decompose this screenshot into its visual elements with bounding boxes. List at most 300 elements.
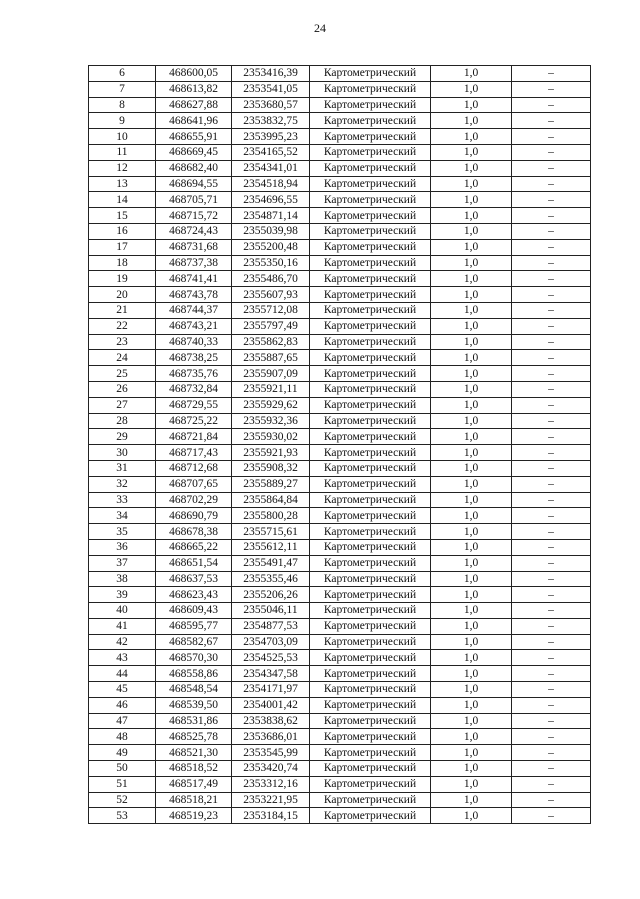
table-row (89, 397, 591, 413)
note-cell: – (512, 334, 591, 350)
x-coordinate-cell: 468717,43 (156, 445, 232, 461)
table-row (89, 334, 591, 350)
point-number-cell: 12 (89, 160, 156, 176)
table-row (89, 413, 591, 429)
point-number-cell: 28 (89, 413, 156, 429)
point-number-cell: 49 (89, 745, 156, 761)
x-coordinate-cell: 468738,25 (156, 350, 232, 366)
y-coordinate-cell: 2355907,09 (232, 366, 310, 382)
note-cell: – (512, 397, 591, 413)
accuracy-cell: 1,0 (431, 302, 512, 318)
y-coordinate-cell: 2355355,46 (232, 571, 310, 587)
method-cell: Картометрический (310, 129, 431, 145)
y-coordinate-cell: 2355921,11 (232, 381, 310, 397)
note-cell: – (512, 129, 591, 145)
point-number-cell: 21 (89, 302, 156, 318)
x-coordinate-cell: 468678,38 (156, 524, 232, 540)
method-cell: Картометрический (310, 113, 431, 129)
point-number-cell: 53 (89, 808, 156, 824)
y-coordinate-cell: 2355206,26 (232, 587, 310, 603)
accuracy-cell: 1,0 (431, 792, 512, 808)
y-coordinate-cell: 2354525,53 (232, 650, 310, 666)
y-coordinate-cell: 2353416,39 (232, 66, 310, 82)
note-cell: – (512, 508, 591, 524)
note-cell: – (512, 350, 591, 366)
method-cell: Картометрический (310, 397, 431, 413)
accuracy-cell: 1,0 (431, 413, 512, 429)
note-cell: – (512, 603, 591, 619)
accuracy-cell: 1,0 (431, 366, 512, 382)
table-row (89, 776, 591, 792)
table-row (89, 524, 591, 540)
point-number-cell: 36 (89, 539, 156, 555)
method-cell: Картометрический (310, 776, 431, 792)
note-cell: – (512, 792, 591, 808)
note-cell: – (512, 492, 591, 508)
accuracy-cell: 1,0 (431, 113, 512, 129)
method-cell: Картометрический (310, 792, 431, 808)
y-coordinate-cell: 2355908,32 (232, 460, 310, 476)
table-row (89, 366, 591, 382)
x-coordinate-cell: 468715,72 (156, 208, 232, 224)
note-cell: – (512, 223, 591, 239)
y-coordinate-cell: 2355607,93 (232, 287, 310, 303)
table-row (89, 808, 591, 824)
table-row (89, 192, 591, 208)
accuracy-cell: 1,0 (431, 508, 512, 524)
method-cell: Картометрический (310, 571, 431, 587)
x-coordinate-cell: 468737,38 (156, 255, 232, 271)
point-number-cell: 31 (89, 460, 156, 476)
point-number-cell: 7 (89, 81, 156, 97)
point-number-cell: 18 (89, 255, 156, 271)
method-cell: Картометрический (310, 176, 431, 192)
note-cell: – (512, 208, 591, 224)
point-number-cell: 15 (89, 208, 156, 224)
accuracy-cell: 1,0 (431, 239, 512, 255)
note-cell: – (512, 302, 591, 318)
y-coordinate-cell: 2354696,55 (232, 192, 310, 208)
y-coordinate-cell: 2355930,02 (232, 429, 310, 445)
x-coordinate-cell: 468694,55 (156, 176, 232, 192)
point-number-cell: 41 (89, 618, 156, 634)
method-cell: Картометрический (310, 555, 431, 571)
point-number-cell: 52 (89, 792, 156, 808)
x-coordinate-cell: 468518,52 (156, 761, 232, 777)
point-number-cell: 50 (89, 761, 156, 777)
point-number-cell: 33 (89, 492, 156, 508)
point-number-cell: 42 (89, 634, 156, 650)
point-number-cell: 6 (89, 66, 156, 82)
method-cell: Картометрический (310, 144, 431, 160)
note-cell: – (512, 255, 591, 271)
y-coordinate-cell: 2353420,74 (232, 761, 310, 777)
accuracy-cell: 1,0 (431, 223, 512, 239)
method-cell: Картометрический (310, 318, 431, 334)
accuracy-cell: 1,0 (431, 192, 512, 208)
x-coordinate-cell: 468623,43 (156, 587, 232, 603)
x-coordinate-cell: 468595,77 (156, 618, 232, 634)
x-coordinate-cell: 468609,43 (156, 603, 232, 619)
method-cell: Картометрический (310, 66, 431, 82)
y-coordinate-cell: 2353221,95 (232, 792, 310, 808)
accuracy-cell: 1,0 (431, 460, 512, 476)
method-cell: Картометрический (310, 603, 431, 619)
x-coordinate-cell: 468729,55 (156, 397, 232, 413)
point-number-cell: 38 (89, 571, 156, 587)
y-coordinate-cell: 2355712,08 (232, 302, 310, 318)
note-cell: – (512, 66, 591, 82)
method-cell: Картометрический (310, 223, 431, 239)
table-row (89, 508, 591, 524)
y-coordinate-cell: 2355864,84 (232, 492, 310, 508)
table-row (89, 761, 591, 777)
accuracy-cell: 1,0 (431, 524, 512, 540)
point-number-cell: 11 (89, 144, 156, 160)
accuracy-cell: 1,0 (431, 318, 512, 334)
table-row (89, 697, 591, 713)
table-row (89, 539, 591, 555)
x-coordinate-cell: 468655,91 (156, 129, 232, 145)
accuracy-cell: 1,0 (431, 271, 512, 287)
note-cell: – (512, 239, 591, 255)
note-cell: – (512, 381, 591, 397)
x-coordinate-cell: 468539,50 (156, 697, 232, 713)
accuracy-cell: 1,0 (431, 160, 512, 176)
x-coordinate-cell: 468558,86 (156, 666, 232, 682)
point-number-cell: 8 (89, 97, 156, 113)
note-cell: – (512, 271, 591, 287)
method-cell: Картометрический (310, 460, 431, 476)
y-coordinate-cell: 2353686,01 (232, 729, 310, 745)
x-coordinate-cell: 468682,40 (156, 160, 232, 176)
table-row (89, 113, 591, 129)
point-number-cell: 40 (89, 603, 156, 619)
table-row (89, 745, 591, 761)
table-row (89, 682, 591, 698)
accuracy-cell: 1,0 (431, 587, 512, 603)
accuracy-cell: 1,0 (431, 381, 512, 397)
point-number-cell: 47 (89, 713, 156, 729)
method-cell: Картометрический (310, 666, 431, 682)
point-number-cell: 20 (89, 287, 156, 303)
table-row (89, 713, 591, 729)
table-row (89, 650, 591, 666)
x-coordinate-cell: 468627,88 (156, 97, 232, 113)
coordinates-table-body (89, 66, 591, 824)
point-number-cell: 19 (89, 271, 156, 287)
table-row (89, 729, 591, 745)
accuracy-cell: 1,0 (431, 571, 512, 587)
method-cell: Картометрический (310, 618, 431, 634)
table-row (89, 223, 591, 239)
accuracy-cell: 1,0 (431, 176, 512, 192)
table-row (89, 176, 591, 192)
y-coordinate-cell: 2353312,16 (232, 776, 310, 792)
method-cell: Картометрический (310, 334, 431, 350)
x-coordinate-cell: 468741,41 (156, 271, 232, 287)
accuracy-cell: 1,0 (431, 745, 512, 761)
method-cell: Картометрический (310, 160, 431, 176)
method-cell: Картометрический (310, 445, 431, 461)
x-coordinate-cell: 468707,65 (156, 476, 232, 492)
table-row (89, 287, 591, 303)
point-number-cell: 10 (89, 129, 156, 145)
table-row (89, 492, 591, 508)
table-row (89, 144, 591, 160)
accuracy-cell: 1,0 (431, 334, 512, 350)
point-number-cell: 26 (89, 381, 156, 397)
x-coordinate-cell: 468519,23 (156, 808, 232, 824)
accuracy-cell: 1,0 (431, 634, 512, 650)
x-coordinate-cell: 468641,96 (156, 113, 232, 129)
table-row (89, 271, 591, 287)
y-coordinate-cell: 2355715,61 (232, 524, 310, 540)
accuracy-cell: 1,0 (431, 129, 512, 145)
x-coordinate-cell: 468525,78 (156, 729, 232, 745)
method-cell: Картометрический (310, 287, 431, 303)
table-row (89, 603, 591, 619)
x-coordinate-cell: 468731,68 (156, 239, 232, 255)
y-coordinate-cell: 2354877,53 (232, 618, 310, 634)
accuracy-cell: 1,0 (431, 713, 512, 729)
note-cell: – (512, 287, 591, 303)
note-cell: – (512, 634, 591, 650)
method-cell: Картометрический (310, 413, 431, 429)
point-number-cell: 46 (89, 697, 156, 713)
y-coordinate-cell: 2355350,16 (232, 255, 310, 271)
y-coordinate-cell: 2354518,94 (232, 176, 310, 192)
table-row (89, 66, 591, 82)
x-coordinate-cell: 468743,21 (156, 318, 232, 334)
accuracy-cell: 1,0 (431, 492, 512, 508)
table-row (89, 97, 591, 113)
point-number-cell: 9 (89, 113, 156, 129)
x-coordinate-cell: 468518,21 (156, 792, 232, 808)
x-coordinate-cell: 468665,22 (156, 539, 232, 555)
method-cell: Картометрический (310, 271, 431, 287)
point-number-cell: 14 (89, 192, 156, 208)
note-cell: – (512, 460, 591, 476)
note-cell: – (512, 476, 591, 492)
y-coordinate-cell: 2355862,83 (232, 334, 310, 350)
y-coordinate-cell: 2354165,52 (232, 144, 310, 160)
y-coordinate-cell: 2353832,75 (232, 113, 310, 129)
x-coordinate-cell: 468517,49 (156, 776, 232, 792)
accuracy-cell: 1,0 (431, 603, 512, 619)
table-row (89, 255, 591, 271)
method-cell: Картометрический (310, 255, 431, 271)
note-cell: – (512, 761, 591, 777)
note-cell: – (512, 776, 591, 792)
x-coordinate-cell: 468712,68 (156, 460, 232, 476)
method-cell: Картометрический (310, 239, 431, 255)
method-cell: Картометрический (310, 539, 431, 555)
table-row (89, 618, 591, 634)
note-cell: – (512, 666, 591, 682)
point-number-cell: 44 (89, 666, 156, 682)
table-row (89, 129, 591, 145)
note-cell: – (512, 587, 591, 603)
accuracy-cell: 1,0 (431, 555, 512, 571)
accuracy-cell: 1,0 (431, 255, 512, 271)
method-cell: Картометрический (310, 508, 431, 524)
point-number-cell: 32 (89, 476, 156, 492)
note-cell: – (512, 192, 591, 208)
accuracy-cell: 1,0 (431, 208, 512, 224)
accuracy-cell: 1,0 (431, 539, 512, 555)
point-number-cell: 39 (89, 587, 156, 603)
note-cell: – (512, 445, 591, 461)
note-cell: – (512, 81, 591, 97)
table-row (89, 587, 591, 603)
x-coordinate-cell: 468705,71 (156, 192, 232, 208)
x-coordinate-cell: 468582,67 (156, 634, 232, 650)
note-cell: – (512, 160, 591, 176)
x-coordinate-cell: 468735,76 (156, 366, 232, 382)
point-number-cell: 43 (89, 650, 156, 666)
note-cell: – (512, 144, 591, 160)
note-cell: – (512, 413, 591, 429)
page-number: 24 (314, 21, 326, 35)
note-cell: – (512, 650, 591, 666)
accuracy-cell: 1,0 (431, 287, 512, 303)
point-number-cell: 25 (89, 366, 156, 382)
note-cell: – (512, 429, 591, 445)
x-coordinate-cell: 468637,53 (156, 571, 232, 587)
point-number-cell: 23 (89, 334, 156, 350)
accuracy-cell: 1,0 (431, 682, 512, 698)
accuracy-cell: 1,0 (431, 81, 512, 97)
table-row (89, 302, 591, 318)
note-cell: – (512, 555, 591, 571)
accuracy-cell: 1,0 (431, 397, 512, 413)
x-coordinate-cell: 468613,82 (156, 81, 232, 97)
x-coordinate-cell: 468600,05 (156, 66, 232, 82)
point-number-cell: 48 (89, 729, 156, 745)
y-coordinate-cell: 2355046,11 (232, 603, 310, 619)
method-cell: Картометрический (310, 634, 431, 650)
method-cell: Картометрический (310, 476, 431, 492)
y-coordinate-cell: 2355612,11 (232, 539, 310, 555)
y-coordinate-cell: 2353545,99 (232, 745, 310, 761)
point-number-cell: 45 (89, 682, 156, 698)
x-coordinate-cell: 468548,54 (156, 682, 232, 698)
x-coordinate-cell: 468725,22 (156, 413, 232, 429)
note-cell: – (512, 318, 591, 334)
note-cell: – (512, 618, 591, 634)
method-cell: Картометрический (310, 587, 431, 603)
note-cell: – (512, 808, 591, 824)
x-coordinate-cell: 468740,33 (156, 334, 232, 350)
method-cell: Картометрический (310, 745, 431, 761)
accuracy-cell: 1,0 (431, 476, 512, 492)
note-cell: – (512, 539, 591, 555)
note-cell: – (512, 97, 591, 113)
y-coordinate-cell: 2354171,97 (232, 682, 310, 698)
table-row (89, 160, 591, 176)
accuracy-cell: 1,0 (431, 350, 512, 366)
method-cell: Картометрический (310, 366, 431, 382)
x-coordinate-cell: 468744,37 (156, 302, 232, 318)
y-coordinate-cell: 2354871,14 (232, 208, 310, 224)
accuracy-cell: 1,0 (431, 445, 512, 461)
y-coordinate-cell: 2354347,58 (232, 666, 310, 682)
method-cell: Картометрический (310, 713, 431, 729)
note-cell: – (512, 113, 591, 129)
table-row (89, 634, 591, 650)
point-number-cell: 34 (89, 508, 156, 524)
note-cell: – (512, 697, 591, 713)
point-number-cell: 29 (89, 429, 156, 445)
y-coordinate-cell: 2355039,98 (232, 223, 310, 239)
point-number-cell: 35 (89, 524, 156, 540)
note-cell: – (512, 571, 591, 587)
y-coordinate-cell: 2355921,93 (232, 445, 310, 461)
y-coordinate-cell: 2355200,48 (232, 239, 310, 255)
y-coordinate-cell: 2355929,62 (232, 397, 310, 413)
y-coordinate-cell: 2355887,65 (232, 350, 310, 366)
x-coordinate-cell: 468651,54 (156, 555, 232, 571)
y-coordinate-cell: 2355800,28 (232, 508, 310, 524)
table-row (89, 239, 591, 255)
method-cell: Картометрический (310, 192, 431, 208)
table-row (89, 208, 591, 224)
x-coordinate-cell: 468702,29 (156, 492, 232, 508)
table-row (89, 429, 591, 445)
y-coordinate-cell: 2353184,15 (232, 808, 310, 824)
method-cell: Картометрический (310, 350, 431, 366)
table-row (89, 476, 591, 492)
point-number-cell: 27 (89, 397, 156, 413)
table-row (89, 350, 591, 366)
table-row (89, 445, 591, 461)
x-coordinate-cell: 468669,45 (156, 144, 232, 160)
method-cell: Картометрический (310, 302, 431, 318)
y-coordinate-cell: 2353680,57 (232, 97, 310, 113)
x-coordinate-cell: 468570,30 (156, 650, 232, 666)
point-number-cell: 17 (89, 239, 156, 255)
x-coordinate-cell: 468732,84 (156, 381, 232, 397)
point-number-cell: 22 (89, 318, 156, 334)
method-cell: Картометрический (310, 650, 431, 666)
note-cell: – (512, 745, 591, 761)
accuracy-cell: 1,0 (431, 66, 512, 82)
method-cell: Картометрический (310, 381, 431, 397)
point-number-cell: 51 (89, 776, 156, 792)
y-coordinate-cell: 2353995,23 (232, 129, 310, 145)
y-coordinate-cell: 2355889,27 (232, 476, 310, 492)
method-cell: Картометрический (310, 429, 431, 445)
accuracy-cell: 1,0 (431, 429, 512, 445)
note-cell: – (512, 729, 591, 745)
y-coordinate-cell: 2355797,49 (232, 318, 310, 334)
method-cell: Картометрический (310, 492, 431, 508)
y-coordinate-cell: 2353541,05 (232, 81, 310, 97)
y-coordinate-cell: 2354001,42 (232, 697, 310, 713)
accuracy-cell: 1,0 (431, 650, 512, 666)
x-coordinate-cell: 468531,86 (156, 713, 232, 729)
accuracy-cell: 1,0 (431, 729, 512, 745)
method-cell: Картометрический (310, 81, 431, 97)
accuracy-cell: 1,0 (431, 697, 512, 713)
x-coordinate-cell: 468724,43 (156, 223, 232, 239)
x-coordinate-cell: 468521,30 (156, 745, 232, 761)
accuracy-cell: 1,0 (431, 761, 512, 777)
table-row (89, 792, 591, 808)
method-cell: Картометрический (310, 682, 431, 698)
method-cell: Картометрический (310, 524, 431, 540)
